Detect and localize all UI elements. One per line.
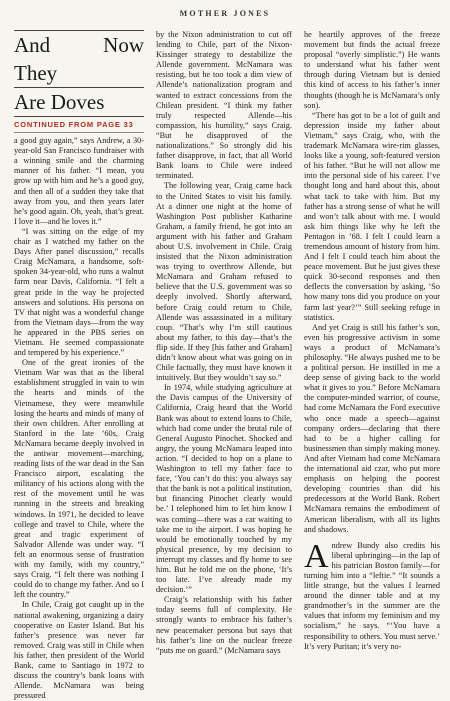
- paragraph-text: ndrew Bundy also credits his liberal upbringing—in the lap of his patrician Boston family—for turning him into a “leftie.” “It sounds a little strange, but the values I learned around the dinner table and at my grandmother’s in the summer are the values that inform my feminism and my socialism,” he says. “‘You have a responsibility to others. You must serve.’ It’s very Puritan; it’s very no-: [304, 540, 440, 651]
- paragraph: And yet Craig is still his father’s son, even his progressive activism in some ways a product of McNamara’s philosophy. “He always pushed me to be a political person. He instilled in me a deep sense of giving back to the world what it gives to you.” Before McNamara the computer-minded warrior, of course, had come McNamara the Ford executive who once made a speech—against company orders—declaring that there had to be a higher calling for businessmen than simply making money. And after Vietnam had come McNamara the international aid czar, who put more emphasis on helping the poorest developing countries than did his predecessors at the World Bank. Robert McNamara remains the embodiment of American liberalism, with all its lights and shadows.: [304, 322, 440, 534]
- column-3: [304, 30, 440, 652]
- continued-from-label: CONTINUED FROM PAGE 33: [14, 117, 144, 133]
- paragraph: Craig’s relationship with his father today seems full of complexity. He strongly wants to embrace his father’s new peacemaker persona but says that his father’s line on the nuclear freeze “puts me on guard.” (McNamara says: [156, 595, 292, 655]
- paragraph: a good guy again,” says Andrew, a 30-year-old San Francisco fundraiser with a winning smile and the charming manner of his father. “I mean, you grow up with him and he’s a good guy, and then all of a sudden they take that away from you, and then years later he’s good again. Oh, yeah, that’s great. I love it—and he loves it.”: [14, 136, 144, 226]
- section-paragraph: [304, 537, 440, 652]
- paragraph: One of the great ironies of the Vietnam War was that as the liberal establishment struggled in vain to win the hearts and minds of the Vietnamese, they were meanwhile losing the hearts and minds of many of their own children. After enrolling at Stanford in the late ’60s, Craig McNamara became deeply involved in the antiwar movement—marching, reading lists of the war dead in the San Francisco airport, escalating the militancy of his actions along with the rest of the movement until he was running in the streets and breaking windows. In 1971, he decided to leave college and travel to Chile, where the great and tragic experiment of Salvador Allende was under way. “I felt an enormous sense of frustration with my family, with my country,” says Craig. “I felt there was nothing I could do to change my father. And so I left the country.”: [14, 358, 144, 600]
- paragraph: by the Nixon administration to cut off lending to Chile, part of the Nixon-Kissinger strategy to destabilize the Allende government. McNamara was resisting, but he too took a dim view of Allende’s nationalization program and wanted to extract concessions from the Chilean president. “I think my father truly respected Allende—his compassion, his humility,” says Craig. “But he disapproved of the nationalizations.” So strongly did his father disapprove, in fact, that all World Bank loans to Chile were indeed terminated.: [156, 30, 292, 181]
- paragraph: In 1974, while studying agriculture at the Davis campus of the University of California, Craig heard that the World Bank was about to extend loans to Chile, which had come under the brutal rule of General Augusto Pinochet. Shocked and angry, the young McNamara leaped into action. “I decided to hop on a plane to Washington to tell my father face to face, ‘You can’t do this: you always say that the bank is not a political institution, but financing Pinochet clearly would be.’ I telephoned him to let him know I was coming—there was a car waiting to take me to the airport. I was hoping he would be emotionally touched by my physical presence, by my decision to interrupt my classes and fly home to see him. But he told me on the phone, ‘It’s too late. I’ve already made my decision.’”: [156, 383, 292, 595]
- drop-cap: A: [304, 537, 329, 575]
- paragraph: In Chile, Craig got caught up in the national awakening, organizing a dairy cooperative on Easter Island. But his father’s presence was never far removed. Craig was still in Chile when his father, then president of the World Bank, came to Santiago in 1972 to discuss the country’s bank loans with Allende. McNamara was being pressured: [14, 600, 144, 701]
- paragraph: “I was sitting on the edge of my chair as I watched my father on the Days After panel discussion,” recalls Craig McNamara, a handsome, soft-spoken 34-year-old, who runs a walnut farm near Davis, California. “I felt a great pride in the way he projected answers and solutions. His persona on TV that night was a wonderful change from the Vietnam days—from the way he appeared in the PBS series on Vietnam. He seemed compassionate and tempered by his experience.”: [14, 226, 144, 358]
- paragraph: he heartily approves of the freeze movement but finds the actual freeze proposal “overly simplistic.”) He wants to understand what his father went through during Vietnam but is denied this kind of access to his father’s inner thoughts (though he is McNamara’s only son).: [304, 30, 440, 110]
- headline-line-2: Are Doves: [14, 88, 144, 117]
- column-2: [156, 30, 292, 656]
- headline: [14, 30, 144, 117]
- headline-line-1: And Now They: [14, 30, 144, 88]
- paragraph: “There has got to be a lot of guilt and depression inside my father about Vietnam,” says Craig, who, with the trademark McNamara wire-rim glasses, looks like a young, soft-featured version of his father. “But he will not allow me into the personal side of his career. I’ve thought long and hard about this, about what tack to take with him. But my father has a strong sense of what he will and won’t talk about with me. I would ask him things like why he left the Pentagon in ’68. I felt I could learn a tremendous amount of history from him. And I felt I could teach him about the peace movement. But he just gives these quick 30-second responses and then deflects the conversation by asking, ‘So how many tons did you produce on your farm last year?’” Still seeking refuge in statistics.: [304, 110, 440, 322]
- paragraph: The following year, Craig came back to the United States to visit his family. At a dinner one night at the home of Washington Post publisher Katharine Graham, a family friend, he got into an argument with his father and Graham about U.S. involvement in Chile. Craig insisted that the Nixon administration was trying to overthrow Allende, but McNamara and Graham refused to believe that the U.S. government was so deeply involved. Shortly afterward, before Craig could return to Chile, Allende was assassinated in a military coup. “That’s why I’m still cautious about my father, to this day—that’s the flip side. If they [his father and Graham] didn’t know about what was going on in Chile factually, they must have known it intuitively. But they wouldn’t say so.”: [156, 181, 292, 383]
- column-1: [14, 30, 144, 701]
- masthead: MOTHER JONES: [179, 9, 271, 18]
